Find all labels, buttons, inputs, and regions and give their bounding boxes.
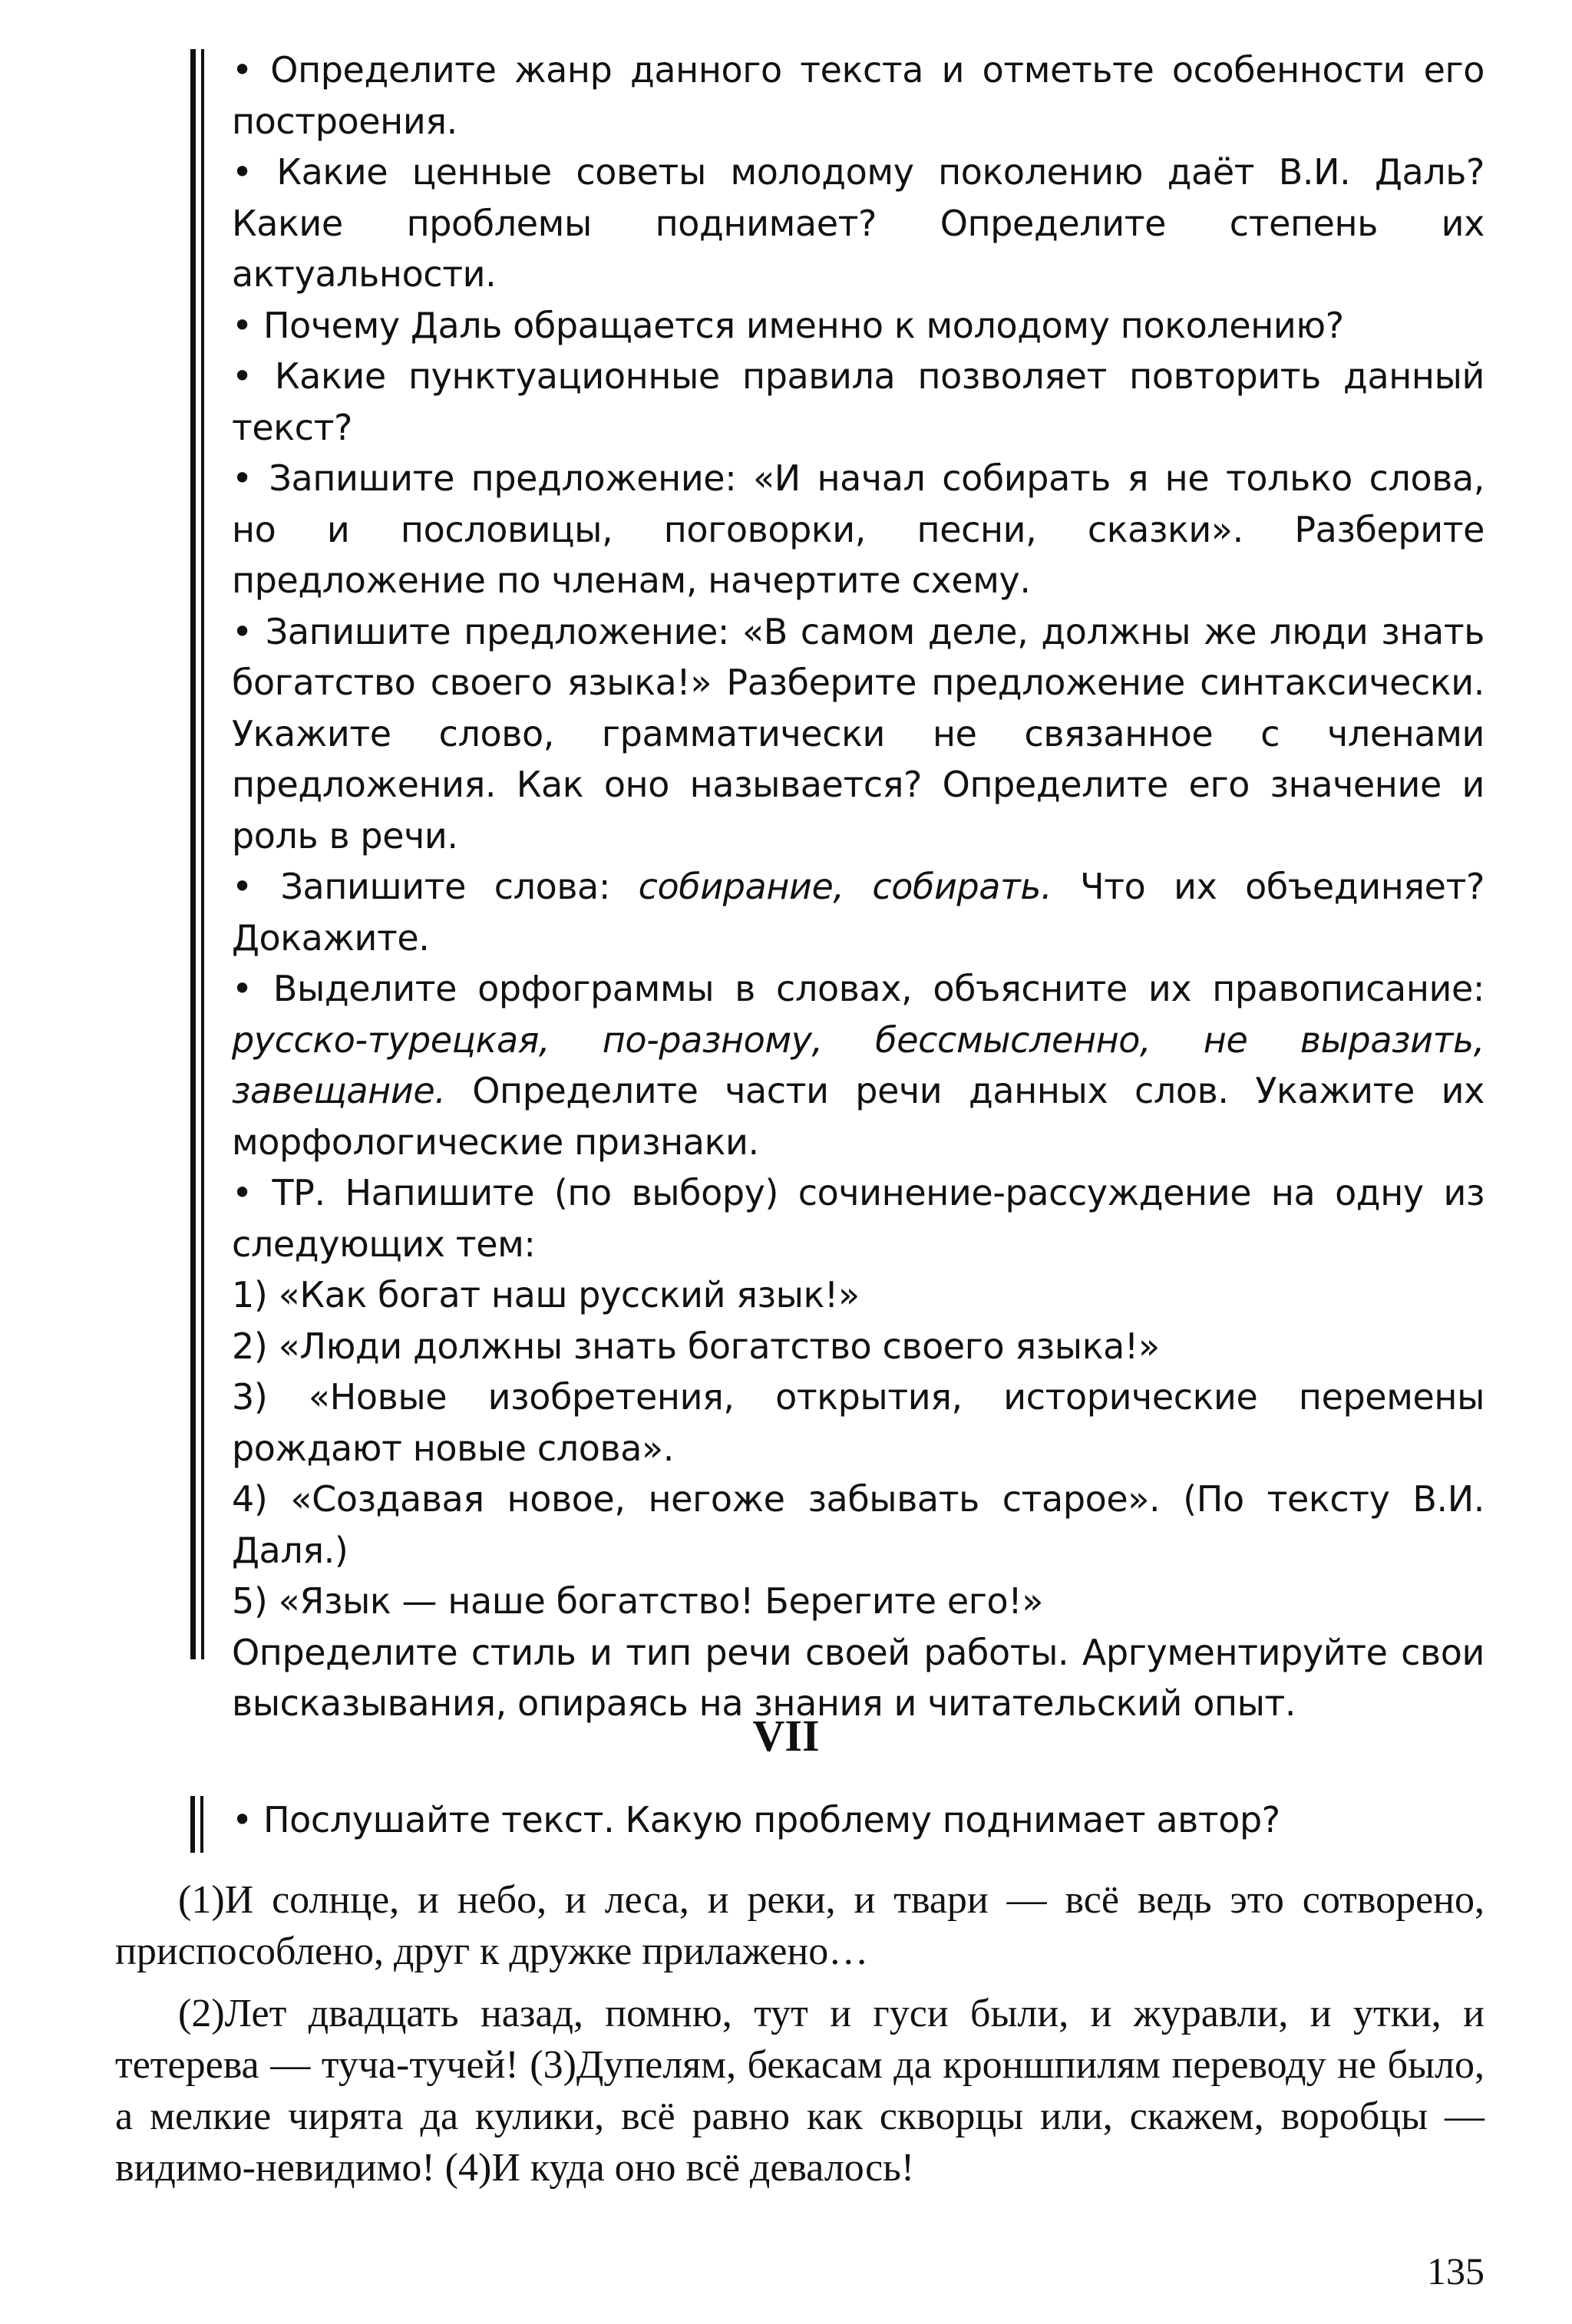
essay-topic: 3) «Новые изобретения, открытия, исторические перемены рождают новые слова».: [232, 1376, 1484, 1469]
margin-bar: [190, 1796, 195, 1853]
task-item: • ТР. Напишите (по выбору) сочинение-рассуждение на одну из следующих тем:: [232, 1172, 1484, 1265]
task-example-words: русско-турецкая, по-разному, бессмысленно, не выразить, завещание.: [232, 1018, 1484, 1111]
essay-topic: 5) «Язык — наше богатство! Берегите его!»: [232, 1580, 1044, 1622]
task-item: • Определите жанр данного текста и отметьте особенности его построения.: [232, 49, 1484, 142]
task-item: [232, 963, 1484, 1167]
essay-topic: 4) «Создавая новое, негоже забывать старое». (По тексту В.И. Даля.): [232, 1478, 1484, 1571]
section-title: VII: [752, 1711, 820, 1761]
margin-bar: [201, 49, 204, 1659]
task-item: • Запишите предложение: «И начал собирать я не только слова, но и пословицы, поговорки, песни, сказки». Разберите предложение по членам, начертите схему.: [232, 457, 1484, 601]
reading-text: [115, 1874, 1484, 2204]
page-number: 135: [1427, 2250, 1484, 2293]
margin-bar: [200, 1796, 203, 1853]
task-item: Определите стиль и тип речи своей работы. Аргументируйте свои высказывания, опираясь на знания и читательский опыт.: [232, 1631, 1484, 1724]
task-item: • Какие пунктуационные правила позволяет повторить данный текст?: [232, 355, 1484, 448]
essay-topic: 1) «Как богат наш русский язык!»: [232, 1274, 860, 1316]
task-item: • Послушайте текст. Какую проблему поднимает автор?: [232, 1799, 1280, 1840]
text-paragraph: (2)Лет двадцать назад, помню, тут и гуси были, и журавли, и утки, и тетерева — туча-тучей! (3)Дупелям, бекасам да кроншпилям переводу не было, а мелкие чирята да кулики, всё равно как скворцы или, скажем, воробцы — видимо-невидимо! (4)И куда оно всё девалось!: [115, 1992, 1484, 2190]
task-text: • Выделите орфограммы в словах, объясните их правописание:: [232, 968, 1484, 1009]
task-text: • Запишите слова:: [232, 866, 639, 907]
task-example-words: собирание, собирать.: [638, 866, 1052, 907]
task-list: [232, 45, 1484, 1729]
task-item: • Запишите предложение: «В самом деле, должны же люди знать богатство своего языка!» Разберите предложение синтаксически. Укажите слово, грамматически не связанное с членами предложения. Как оно называется? Определите его значение и роль в речи.: [232, 610, 1484, 857]
margin-bar: [190, 49, 196, 1659]
task-item: • Почему Даль обращается именно к молодому поколению?: [232, 304, 1344, 346]
task-text: Что их объединяет? Докажите.: [232, 866, 1484, 959]
task-item: [232, 861, 1484, 963]
task-item: • Какие ценные советы молодому поколению даёт В.И. Даль? Какие проблемы поднимает? Определите степень их актуальности.: [232, 151, 1484, 295]
text-paragraph: (1)И солнце, и небо, и леса, и реки, и твари — всё ведь это сотворено, приспособлено, друг к дружке прилажено…: [115, 1878, 1484, 1973]
task-text: Определите части речи данных слов. Укажите их морфологические признаки.: [232, 1070, 1484, 1163]
essay-topic: 2) «Люди должны знать богатство своего языка!»: [232, 1325, 1160, 1367]
